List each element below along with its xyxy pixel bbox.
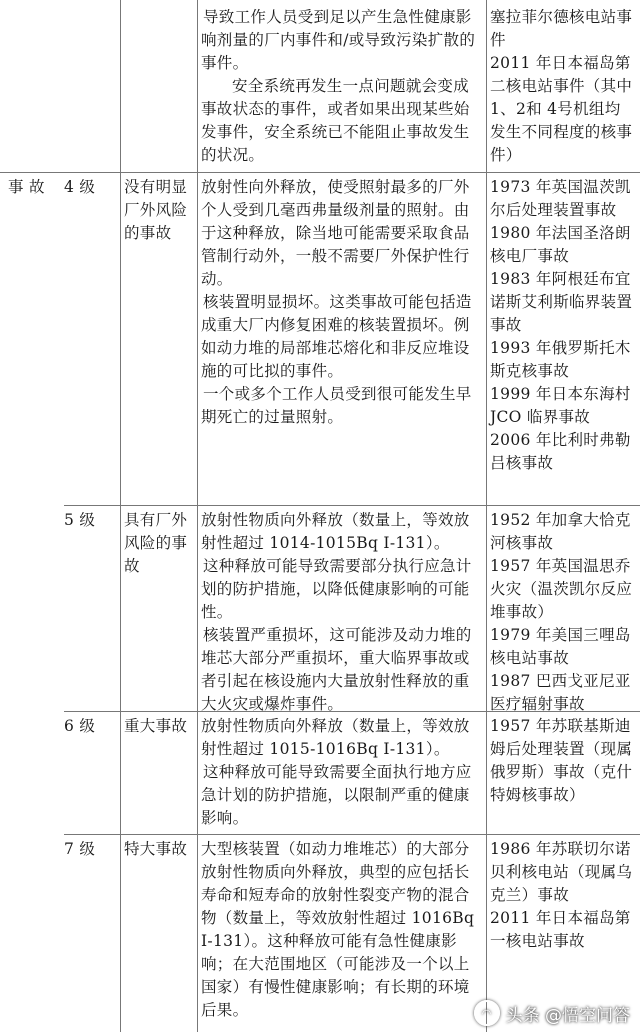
description-paragraph: 导致工作人员受到足以产生急性健康影响剂量的厂内事件和/或导致污染扩散的事件。 bbox=[201, 8, 476, 72]
example-entry: 1993 年俄罗斯托木斯克核事故 bbox=[490, 339, 631, 380]
watermark bbox=[474, 1000, 630, 1026]
example-entry: 1987 巴西戈亚尼亚医疗辐射事故 bbox=[490, 672, 631, 713]
description-paragraph: 核装置明显损坏。这类事故可能包括造成重大厂内修复困难的核装置损坏。例如动力堆的局部堆芯熔化和非反应堆设施的可比拟的事件。 bbox=[201, 293, 472, 380]
example-entry: 1973 年英国温茨凯尔后处理装置事故 bbox=[490, 178, 631, 219]
category-label: 事 故 bbox=[8, 178, 45, 196]
example-entry: 1957 年英国温思乔火灾（温茨凯尔反应堆事故） bbox=[490, 557, 633, 621]
chat-bubble-icon: ◠ bbox=[474, 1000, 500, 1026]
level-label: 7 级 bbox=[64, 840, 96, 858]
event-description bbox=[201, 838, 483, 1022]
description-paragraph: 这种释放可能导致需要全面执行地方应急计划的防护措施，以限制严重的健康影响。 bbox=[201, 763, 472, 827]
description-paragraph: 大型核装置（如动力堆堆芯）的大部分放射性物质向外释放，典型的应包括长寿命和短寿命的放射性裂变产物的混合物（数量上，等效放射性超过 1016Bq I-131）。这种释放可能有急性健康影响；在大范围地区（可能涉及一个以上国家）有慢性健康影响；有长期的环境后果。 bbox=[201, 840, 475, 1019]
row-divider bbox=[64, 834, 640, 835]
watermark-text: 头条 @悟空问答 bbox=[505, 1005, 630, 1026]
description-paragraph: 安全系统再发生一点问题就会变成事故状态的事件，或者如果出现某些始发事件，安全系统已不能阻止事故发生的状况。 bbox=[201, 77, 470, 164]
column-divider bbox=[486, 0, 487, 1032]
example-entry: 1979 年美国三哩岛核电站事故 bbox=[490, 626, 631, 667]
example-entry: 2011 年日本福岛第一核电站事故 bbox=[490, 909, 631, 950]
column-divider bbox=[197, 0, 198, 1032]
description-paragraph: 放射性向外释放，使受照射最多的厂外个人受到几毫西弗量级剂量的照射。由于这种释放，除当地可能需要采取食品管制行动外，一般不需要厂外保护性行动。 bbox=[201, 178, 470, 288]
row-divider bbox=[0, 172, 640, 173]
event-description bbox=[201, 509, 483, 716]
example-entry: 1983 年阿根廷布宜诺斯艾利斯临界装置事故 bbox=[490, 270, 633, 334]
event-description bbox=[201, 715, 483, 830]
description-paragraph: 放射性物质向外释放（数量上，等效放射性超过 1014-1015Bq I-131）。 bbox=[201, 511, 470, 552]
level-label: 5 级 bbox=[64, 511, 96, 529]
example-entry: 1986 年苏联切尔诺贝利核电站（现属乌克兰）事故 bbox=[490, 840, 633, 904]
example-entry: 1999 年日本东海村 JCO 临界事故 bbox=[490, 385, 631, 426]
event-examples bbox=[490, 509, 636, 716]
top-row-description bbox=[201, 6, 483, 167]
event-name: 具有厂外风险的事故 bbox=[124, 511, 188, 575]
event-name: 特大事故 bbox=[124, 840, 188, 858]
description-paragraph: 一个或多个工作人员受到很可能发生早期死亡的过量照射。 bbox=[201, 385, 472, 426]
event-name: 没有明显厂外风险的事故 bbox=[124, 178, 188, 242]
level-label: 4 级 bbox=[64, 178, 96, 196]
description-paragraph: 放射性物质向外释放（数量上，等效放射性超过 1015-1016Bq I-131）。 bbox=[201, 717, 470, 758]
event-examples bbox=[490, 838, 636, 953]
example-entry: 塞拉菲尔德核电站事件 bbox=[490, 8, 633, 49]
description-paragraph: 这种释放可能导致需要部分执行应急计划的防护措施，以降低健康影响的可能性。 bbox=[201, 557, 472, 621]
column-divider bbox=[120, 0, 121, 1032]
level-label: 6 级 bbox=[64, 717, 96, 735]
event-description bbox=[201, 176, 483, 429]
example-entry: 2006 年比利时弗勒吕核事故 bbox=[490, 431, 631, 472]
example-entry: 1957 年苏联基斯迪姆后处理装置（现属俄罗斯）事故（克什特姆核事故） bbox=[490, 717, 633, 804]
description-paragraph: 核装置严重损坏，这可能涉及动力堆的堆芯大部分严重损坏，重大临界事故或者引起在核设施内大量放射性释放的重大火灾或爆炸事件。 bbox=[201, 626, 472, 713]
example-entry: 1980 年法国圣洛朗核电厂事故 bbox=[490, 224, 631, 265]
event-name: 重大事故 bbox=[124, 717, 188, 735]
row-divider bbox=[64, 505, 640, 506]
example-entry: 1952 年加拿大恰克河核事故 bbox=[490, 511, 631, 552]
event-examples bbox=[490, 176, 636, 475]
event-examples bbox=[490, 715, 636, 807]
top-row-examples bbox=[490, 6, 636, 167]
example-entry: 2011 年日本福岛第二核电站事件（其中 1、2和 4号机组均发生不同程度的核事件） bbox=[490, 54, 633, 164]
